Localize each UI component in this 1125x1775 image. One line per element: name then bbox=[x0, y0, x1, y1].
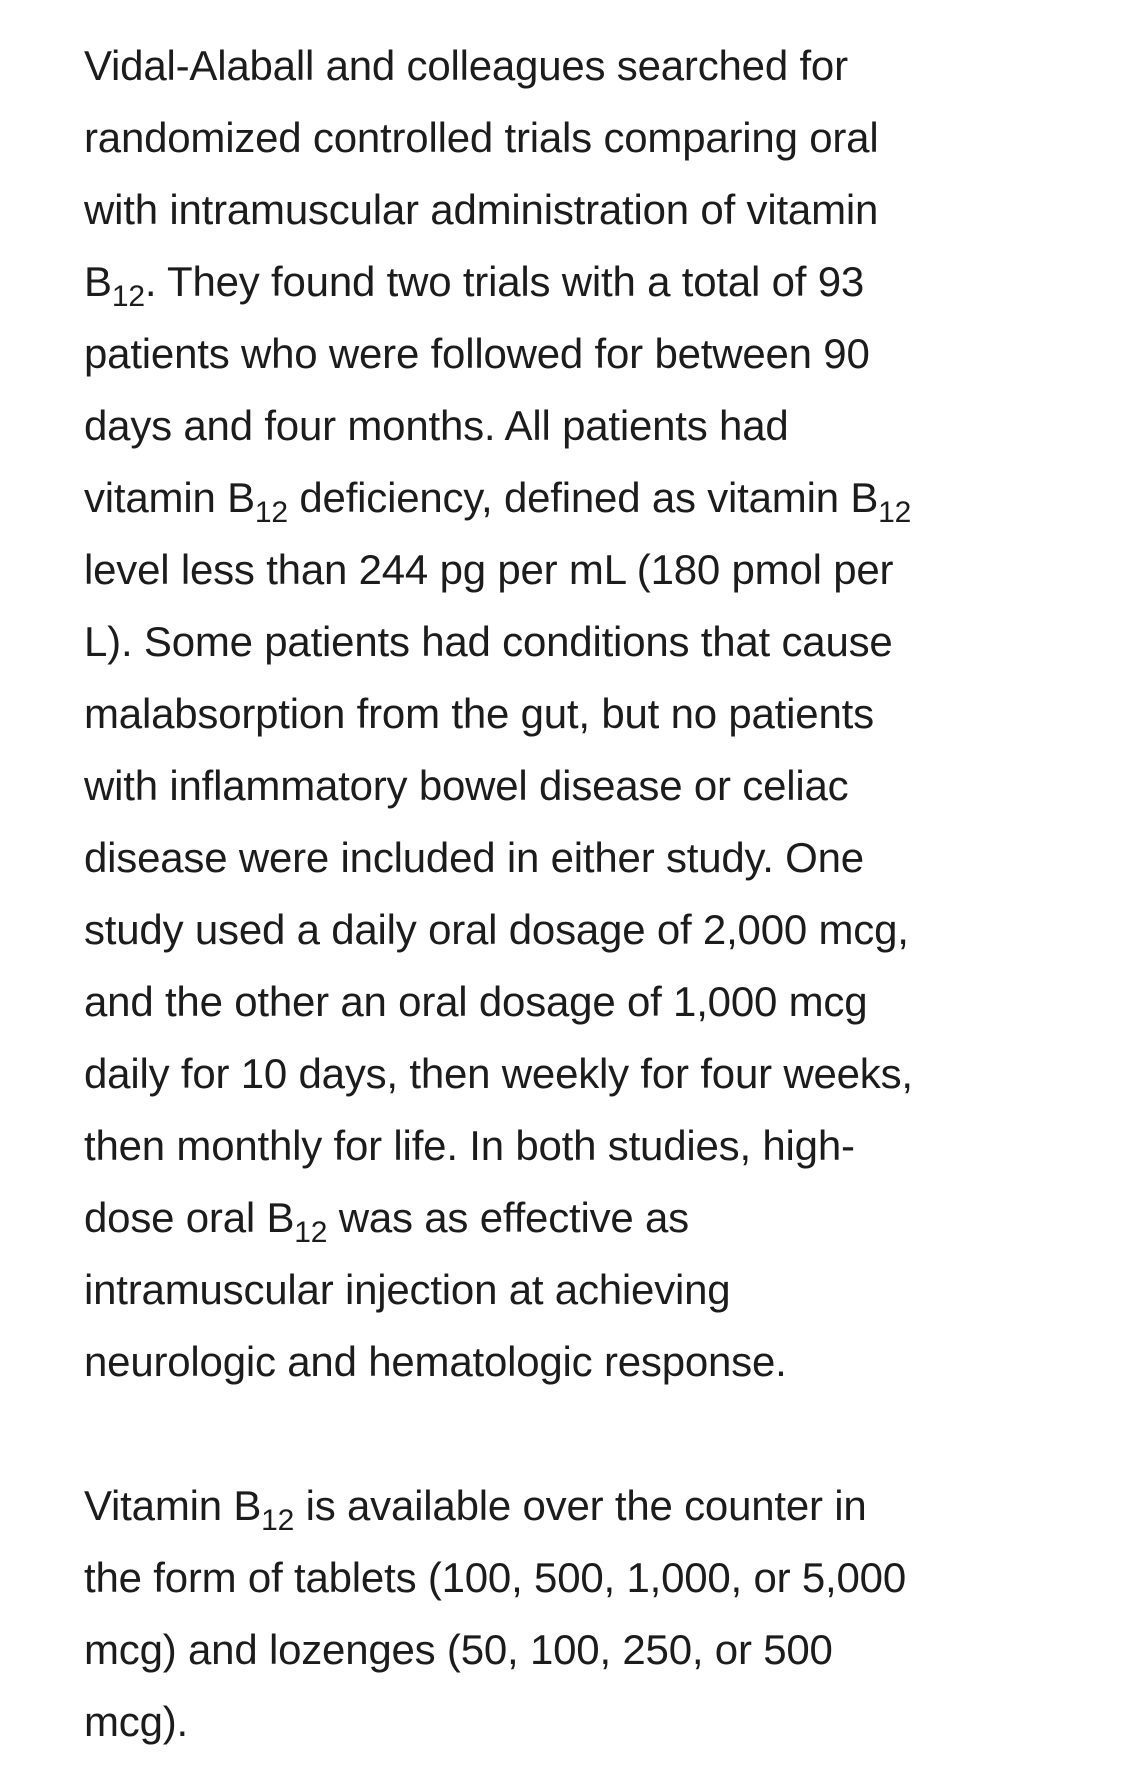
text-run: days and four months. All patients had bbox=[84, 402, 789, 449]
text-run: B bbox=[84, 258, 112, 305]
text-run: vitamin B bbox=[84, 474, 255, 521]
text-line bbox=[84, 1326, 1059, 1398]
subscript: 12 bbox=[111, 280, 145, 313]
text-line bbox=[84, 1470, 1059, 1542]
text-line bbox=[84, 1686, 1059, 1758]
text-run: is available over the counter in bbox=[294, 1482, 867, 1529]
subscript: 12 bbox=[254, 496, 288, 529]
text-line bbox=[84, 966, 1059, 1038]
text-run: patients who were followed for between 90 bbox=[84, 330, 870, 377]
text-run: . They found two trials with a total of 93 bbox=[144, 258, 865, 305]
text-line bbox=[84, 174, 1059, 246]
text-line bbox=[84, 1614, 1059, 1686]
text-line bbox=[84, 1038, 1059, 1110]
text-run: the form of tablets (100, 500, 1,000, or 5,000 bbox=[84, 1554, 907, 1601]
text-line bbox=[84, 30, 1059, 102]
text-line bbox=[84, 102, 1059, 174]
subscript: 12 bbox=[878, 496, 912, 529]
text-line bbox=[84, 678, 1059, 750]
text-line bbox=[84, 318, 1059, 390]
text-run: Vitamin B bbox=[84, 1482, 262, 1529]
text-run: mcg). bbox=[84, 1698, 189, 1745]
text-line bbox=[84, 1110, 1059, 1182]
text-run: daily for 10 days, then weekly for four weeks, bbox=[84, 1050, 913, 1097]
text-run: intramuscular injection at achieving bbox=[84, 1266, 731, 1313]
text-line bbox=[84, 1254, 1059, 1326]
text-run: with intramuscular administration of vitamin bbox=[84, 186, 879, 233]
text-run: and the other an oral dosage of 1,000 mcg bbox=[84, 978, 868, 1025]
text-run: dose oral B bbox=[84, 1194, 295, 1241]
text-run: neurologic and hematologic response. bbox=[84, 1338, 787, 1385]
text-run: disease were included in either study. One bbox=[84, 834, 864, 881]
text-line bbox=[84, 462, 1059, 534]
text-line bbox=[84, 534, 1059, 606]
text-line bbox=[84, 750, 1059, 822]
text-run: L). Some patients had conditions that cause bbox=[84, 618, 893, 665]
text-line bbox=[84, 894, 1059, 966]
subscript: 12 bbox=[294, 1216, 328, 1249]
text-line bbox=[84, 1542, 1059, 1614]
article-body bbox=[84, 30, 1059, 1758]
text-run: then monthly for life. In both studies, high- bbox=[84, 1122, 855, 1169]
text-run: randomized controlled trials comparing oral bbox=[84, 114, 879, 161]
text-run: was as effective as bbox=[327, 1194, 689, 1241]
text-run: with inflammatory bowel disease or celiac bbox=[84, 762, 849, 809]
text-line bbox=[84, 1182, 1059, 1254]
text-run: Vidal-Alaball and colleagues searched for bbox=[84, 42, 848, 89]
paragraph-availability bbox=[84, 1470, 1059, 1758]
text-run: mcg) and lozenges (50, 100, 250, or 500 bbox=[84, 1626, 833, 1673]
paragraph-trials bbox=[84, 30, 1059, 1398]
subscript: 12 bbox=[261, 1504, 295, 1537]
text-run: level less than 244 pg per mL (180 pmol per bbox=[84, 546, 894, 593]
text-run: malabsorption from the gut, but no patients bbox=[84, 690, 874, 737]
text-line bbox=[84, 606, 1059, 678]
text-run: study used a daily oral dosage of 2,000 mcg, bbox=[84, 906, 909, 953]
text-line bbox=[84, 390, 1059, 462]
text-run: deficiency, defined as vitamin B bbox=[287, 474, 879, 521]
text-line bbox=[84, 822, 1059, 894]
text-line bbox=[84, 246, 1059, 318]
